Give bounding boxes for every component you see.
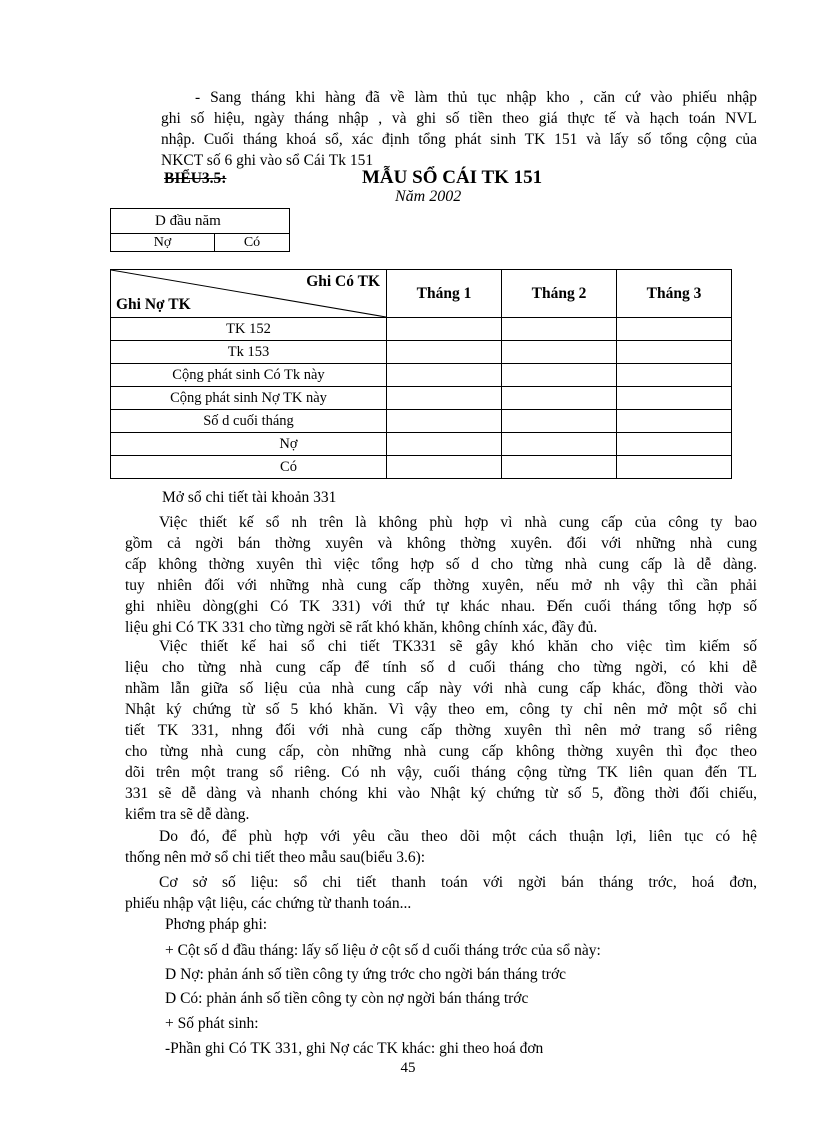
ledger-cell — [387, 410, 502, 433]
text-line: phiếu nhập vật liệu, các chứng từ thanh toán... — [125, 895, 412, 912]
ledger-cell — [617, 318, 732, 341]
row-label: Nợ — [111, 433, 387, 456]
row-label: TK 152 — [111, 318, 387, 341]
text-line: Nhật ký chứng từ số 5 khó khăn. Vì vậy theo em, công ty chỉ nên mở một sổ chi — [125, 701, 757, 718]
opening-balance-box — [110, 208, 290, 252]
method-heading: Phơng pháp ghi: — [165, 916, 268, 933]
ledger-row — [111, 364, 732, 387]
corner-credit-label: Ghi Có TK — [306, 273, 380, 290]
ledger-cell — [502, 318, 617, 341]
list-item: -Phần ghi Có TK 331, ghi Nợ các TK khác: ghi theo hoá đơn — [165, 1040, 544, 1057]
page-number: 45 — [400, 1060, 416, 1076]
paragraph-4 — [125, 872, 757, 914]
form-title: MẪU SỔ CÁI TK 151 — [362, 167, 543, 188]
text-line: Việc thiết kế hai sổ chi tiết TK331 sẽ gây khó khăn cho việc tìm kiếm số — [159, 638, 757, 655]
ledger-row — [111, 318, 732, 341]
text-line: ghi số hiệu, ngày tháng nhập , và ghi số tiền theo giá thực tế và hạch toán NVL — [161, 110, 757, 127]
form-year: Năm 2002 — [395, 188, 462, 205]
ledger-cell — [617, 364, 732, 387]
form-label: BIỂU3.5: — [164, 170, 227, 187]
ledger-row — [111, 433, 732, 456]
text-line: Việc thiết kế sổ nh trên là không phù hợp vì nhà cung cấp của công ty bao — [159, 514, 757, 531]
list-item: D Có: phản ánh số tiền công ty còn nợ ngời bán tháng trớc — [165, 990, 529, 1007]
ledger-cell — [387, 318, 502, 341]
ledger-header-row — [111, 270, 732, 318]
ledger-corner-cell — [111, 270, 387, 318]
text-line: ghi nhiều dòng(ghi Có TK 331) với thứ tự khác nhau. Đến cuối tháng tổng hợp số — [125, 598, 757, 615]
text-line: 331 sẽ dễ dàng và nhanh chóng khi vào Nhật ký chứng từ số 5, đồng thời đối chiếu, — [125, 785, 757, 802]
month-header: Tháng 1 — [387, 270, 502, 318]
text-line: liệu cho từng nhà cung cấp để tính số d cuối tháng cho từng ngời, có khi dễ — [125, 659, 757, 676]
ledger-cell — [617, 387, 732, 410]
opening-credit: Có — [215, 234, 290, 252]
text-line: cấp không thờng xuyên thì việc tổng hợp số d cho từng nhà cung cấp là dễ dàng. — [125, 556, 757, 573]
row-label: Cộng phát sinh Có Tk này — [111, 364, 387, 387]
ledger-cell — [502, 341, 617, 364]
text-line: tiết TK 331, nhng đối với nhà cung cấp thờng xuyên thì nên mở trang sổ riêng — [125, 722, 757, 739]
ledger-cell — [387, 456, 502, 479]
ledger-cell — [387, 341, 502, 364]
text-line: dõi trên một trang sổ riêng. Có nh vậy, cuối tháng cộng từng TK liên quan đến TL — [125, 764, 757, 781]
row-label: Số d cuối tháng — [111, 410, 387, 433]
ledger-row — [111, 410, 732, 433]
month-header: Tháng 3 — [617, 270, 732, 318]
text-line: Do đó, để phù hợp với yêu cầu theo dõi một cách thuận lợi, liên tục có hệ — [159, 828, 757, 845]
corner-debit-label: Ghi Nợ TK — [116, 296, 191, 313]
ledger-cell — [387, 387, 502, 410]
text-line: nhập. Cuối tháng khoá sổ, xác định tổng phát sinh TK 151 và lấy số tổng cộng của — [161, 131, 757, 148]
text-line: Cơ sở số liệu: sổ chi tiết thanh toán với ngời bán tháng trớc, hoá đơn, — [159, 874, 757, 891]
text-line: gồm cả ngời bán thờng xuyên và không thờng xuyên. đối với những nhà cung — [125, 535, 757, 552]
ledger-cell — [617, 456, 732, 479]
ledger-cell — [617, 341, 732, 364]
section-heading: Mở sổ chi tiết tài khoản 331 — [162, 489, 337, 506]
ledger-cell — [502, 456, 617, 479]
text-line: - Sang tháng khi hàng đã về làm thủ tục nhập kho , căn cứ vào phiếu nhập — [195, 89, 757, 106]
paragraph-2 — [125, 636, 757, 825]
ledger-cell — [502, 433, 617, 456]
opening-debit: Nợ — [111, 234, 215, 252]
opening-balance-title: D đầu năm — [111, 209, 290, 234]
text-line: liệu ghi Có TK 331 cho từng ngời sẽ rất khó khăn, không chính xác, đầy đủ. — [125, 619, 598, 636]
text-line: kiểm tra sẽ dễ dàng. — [125, 806, 250, 823]
row-label: Cộng phát sinh Nợ TK này — [111, 387, 387, 410]
list-item: + Cột số d đầu tháng: lấy số liệu ở cột số d cuối tháng trớc của sổ này: — [165, 942, 601, 959]
text-line: NKCT số 6 ghi vào sổ Cái Tk 151 — [161, 152, 374, 169]
ledger-row — [111, 341, 732, 364]
ledger-cell — [502, 364, 617, 387]
ledger-cell — [387, 364, 502, 387]
list-item: D Nợ: phản ánh số tiền công ty ứng trớc cho ngời bán tháng trớc — [165, 966, 567, 983]
intro-paragraph — [161, 87, 757, 171]
row-label: Có — [111, 456, 387, 479]
ledger-row — [111, 456, 732, 479]
ledger-cell — [387, 433, 502, 456]
ledger-cell — [617, 433, 732, 456]
ledger-cell — [617, 410, 732, 433]
ledger-row — [111, 387, 732, 410]
ledger-cell — [502, 387, 617, 410]
ledger-cell — [502, 410, 617, 433]
ledger-table — [110, 269, 732, 479]
text-line: cho từng nhà cung cấp, còn những nhà cung cấp không thờng xuyên thì đọc theo — [125, 743, 757, 760]
text-line: thống nên mở sổ chi tiết theo mẫu sau(biểu 3.6): — [125, 849, 426, 866]
paragraph-3 — [125, 826, 757, 868]
text-line: tuy nhiên đối với những nhà cung cấp thờng xuyên, nếu mở nh vậy thì cần phải — [125, 577, 757, 594]
text-line: nhầm lẫn giữa số liệu của nhà cung cấp này với nhà cung cấp khác, đồng thời vào — [125, 680, 757, 697]
paragraph-1 — [125, 512, 757, 638]
row-label: Tk 153 — [111, 341, 387, 364]
list-item: + Số phát sinh: — [165, 1015, 259, 1032]
month-header: Tháng 2 — [502, 270, 617, 318]
